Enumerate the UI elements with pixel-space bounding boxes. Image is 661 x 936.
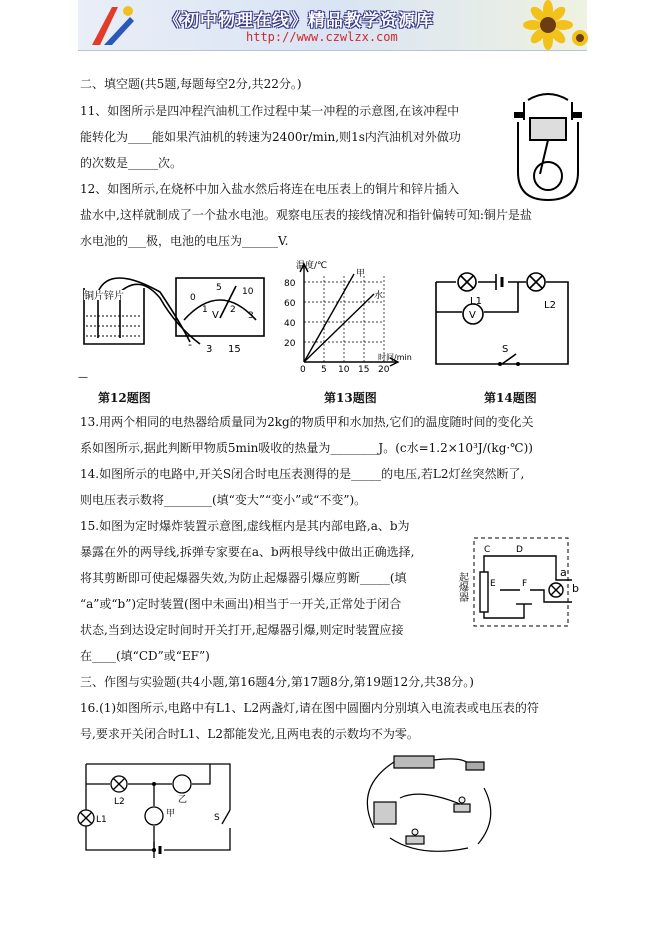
fig12-plates-label: 铜片锌片 bbox=[84, 291, 124, 302]
fig13-temperature-chart bbox=[278, 260, 418, 375]
q14-line1: 14.如图所示的电路中,开关S闭合时电压表测得的是_____的电压,若L2灯丝突然断了, bbox=[80, 467, 525, 481]
fig13-ytick-80: 80 bbox=[284, 279, 296, 289]
fig12-scale-2: 2 bbox=[230, 305, 236, 315]
fig15-F: F bbox=[522, 579, 528, 589]
q15-line2: 暴露在外的两导线,拆弹专家要在a、b两根导线中做出正确选择, bbox=[80, 545, 415, 559]
fig13-ytick-60: 60 bbox=[284, 299, 296, 309]
q11-line2: 能转化为____能如果汽油机的转速为2400r/min,则1s内汽油机对外做功 bbox=[80, 130, 461, 144]
q14-line2: 则电压表示数将________(填“变大”“变小”或“不变”)。 bbox=[80, 493, 367, 507]
fig16-meter-yi: 乙 bbox=[178, 795, 188, 805]
fig13-ytick-20: 20 bbox=[284, 339, 296, 349]
fig12-terminal-15: 15 bbox=[228, 344, 241, 355]
fig12-scale-1: 1 bbox=[202, 305, 208, 315]
fig13-xtick-20: 20 bbox=[378, 365, 390, 375]
q15-line1: 15.如图为定时爆炸装置示意图,虚线框内是其内部电路,a、b为 bbox=[80, 519, 410, 533]
q12-line3: 水电池的___极，电池的电压为______V. bbox=[80, 234, 289, 248]
fig14-L1: L1 bbox=[470, 296, 482, 307]
caption-fig13: 第13题图 bbox=[324, 391, 377, 405]
fig16-meter-jia: 甲 bbox=[166, 809, 176, 819]
fig16-L2: L2 bbox=[114, 797, 125, 807]
q11-line3: 的次数是_____次。 bbox=[80, 156, 183, 170]
caption-fig12: 第12题图 bbox=[98, 391, 151, 405]
header-banner bbox=[78, 0, 587, 51]
section3-heading: 三、作图与实验题(共4小题,第16题4分,第17题8分,第19题12分,共38分。) bbox=[80, 675, 474, 689]
banner-title: 《初中物理在线》精品教学资源库 bbox=[164, 11, 434, 31]
fig14-L2: L2 bbox=[544, 300, 556, 311]
q12-line2: 盐水中,这样就制成了一个盐水电池。观察电压表的接线情况和指针偏转可知:铜片是盐 bbox=[80, 208, 532, 222]
fig16-apparatus-photo bbox=[350, 748, 510, 858]
fig13-xtick-15: 15 bbox=[358, 365, 370, 375]
fig13-series-jia: 甲 bbox=[356, 269, 366, 279]
fig16-switch: S bbox=[214, 813, 220, 823]
fig15-E: E bbox=[490, 579, 496, 589]
fig12-terminal-neg: - bbox=[188, 338, 192, 351]
fig13-xlabel: 时间/min bbox=[378, 353, 412, 362]
fig12-scale-10: 10 bbox=[242, 287, 254, 297]
q11-line1: 11、如图所示是四冲程汽油机工作过程中某一冲程的示意图,在该冲程中 bbox=[80, 104, 460, 118]
fig16-L1: L1 bbox=[96, 815, 107, 825]
logo-icon bbox=[82, 1, 142, 49]
q16-line2: 号,要求开关闭合时L1、L2都能发光,且两电表的示数均不为零。 bbox=[80, 727, 419, 741]
fig13-xtick-5: 5 bbox=[321, 365, 327, 375]
q12-line1: 12、如图所示,在烧杯中加入盐水然后将连在电压表上的铜片和锌片插入 bbox=[80, 182, 460, 196]
fig15-b: b bbox=[572, 582, 579, 595]
fig15-D: D bbox=[516, 545, 523, 555]
fig15-detonator-circuit bbox=[456, 532, 580, 632]
q13-line2: 系如图所示,据此判断甲物质5min吸收的热量为________J。(c水=1.2×10³J/(kg·℃)) bbox=[80, 441, 533, 455]
fig14-switch: S bbox=[502, 344, 509, 355]
engine-figure bbox=[510, 92, 586, 204]
q15-line3: 将其剪断即可使起爆器失效,为防止起爆器引爆应剪断_____(填 bbox=[80, 571, 407, 585]
q15-line5: 状态,当到达设定时间时开关打开,起爆器引爆,则定时装置应接 bbox=[80, 623, 404, 637]
sunflower-icon bbox=[508, 0, 588, 50]
fig15-detonator-label: 起爆器 bbox=[456, 572, 468, 602]
q16-line1: 16.(1)如图所示,电路中有L1、L2两盏灯,请在图中圆圈内分别填入电流表或电压表的符 bbox=[80, 701, 539, 715]
fig12-scale-0: 0 bbox=[190, 293, 196, 303]
fig15-C: C bbox=[484, 545, 491, 555]
fig13-ylabel: 温度/℃ bbox=[296, 261, 328, 271]
fig16-circuit-diagram bbox=[80, 756, 240, 856]
caption-fig14: 第14题图 bbox=[484, 391, 537, 405]
q15-line4: “a”或“b”)定时装置(图中未画出)相当于一开关,正常处于闭合 bbox=[80, 597, 402, 611]
fig12-scale-3: 3 bbox=[248, 311, 254, 321]
fig12-scale-5: 5 bbox=[216, 283, 222, 293]
fig13-series-water: 水 bbox=[374, 291, 384, 301]
fig12-terminal-3: 3 bbox=[206, 344, 213, 355]
fig13-ytick-40: 40 bbox=[284, 319, 296, 329]
fig14-circuit bbox=[432, 268, 572, 368]
fig12-unit: V bbox=[212, 310, 219, 321]
fig12-battery-voltmeter bbox=[78, 272, 270, 383]
fig13-xtick-0: 0 bbox=[300, 365, 306, 375]
section2-heading: 二、填空题(共5题,每题每空2分,共22分。) bbox=[80, 77, 302, 91]
q13-line1: 13.用两个相同的电热器给质量同为2kg的物质甲和水加热,它们的温度随时间的变化关 bbox=[80, 415, 534, 429]
q15-line6: 在____(填“CD”或“EF”) bbox=[80, 649, 210, 663]
fig13-xtick-10: 10 bbox=[338, 365, 350, 375]
svg-text:—: — bbox=[78, 372, 88, 383]
fig15-a: a bbox=[560, 566, 567, 579]
banner-url[interactable]: http://www.czwlzx.com bbox=[246, 30, 398, 44]
fig14-voltmeter: V bbox=[469, 310, 476, 321]
